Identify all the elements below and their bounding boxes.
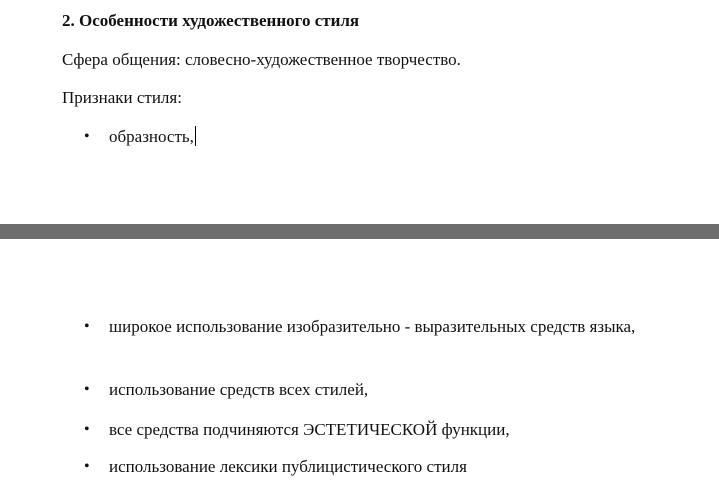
sphere-paragraph: Сфера общения: словесно-художественное творчество. — [62, 50, 461, 69]
bullet-icon: • — [84, 318, 90, 335]
bullet-icon: • — [84, 381, 90, 398]
list-item — [84, 315, 696, 339]
list-item — [84, 455, 696, 479]
page-break-separator — [0, 224, 719, 239]
list-item-text: образность, — [109, 127, 194, 146]
list-item — [84, 125, 696, 149]
list-item-text: все средства подчиняются ЭСТЕТИЧЕСКОЙ функции, — [109, 420, 510, 439]
list-item — [84, 378, 696, 402]
bullet-icon: • — [84, 421, 90, 438]
list-item-text: использование средств всех стилей, — [109, 380, 369, 399]
text-cursor — [195, 126, 196, 146]
list-item — [84, 418, 696, 442]
features-label: Признаки стиля: — [62, 88, 182, 107]
bullet-icon: • — [84, 128, 90, 145]
list-item-text: широкое использование изобразительно - выразительных средств языка, — [109, 317, 636, 336]
section-heading: 2. Особенности художественного стиля — [62, 11, 360, 30]
document-page-bottom[interactable] — [0, 239, 719, 486]
list-item-text: использование лексики публицистического стиля — [109, 457, 467, 476]
document-page-top[interactable] — [0, 0, 719, 224]
bullet-icon: • — [84, 458, 90, 475]
